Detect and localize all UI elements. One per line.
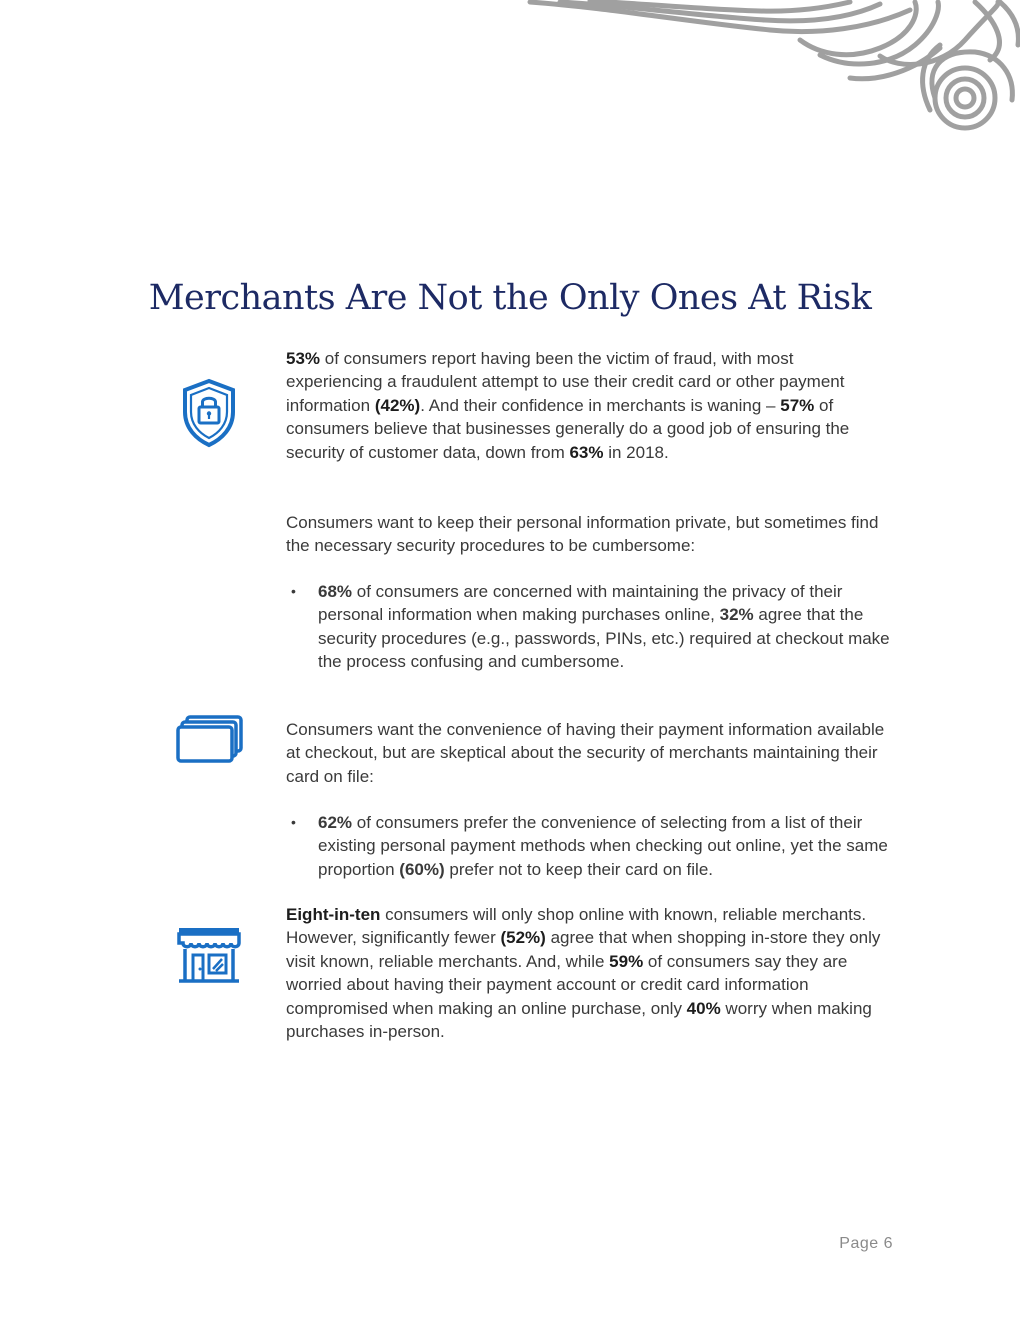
shield-lock-icon [181, 378, 237, 448]
section-reliable-merchants-paragraph: Eight-in-ten consumers will only shop online with known, reliable merchants. However, significantly fewer (52%) agree that when shopping in-store they only visit known, reliable merchants. And, while 59% of consumers say they are worried about having their payment account or credit card information compromised when making an online purchase, only 40% worry when making purchases in-person. [286, 905, 881, 1042]
section-privacy-paragraph: Consumers want to keep their personal information private, but sometimes find the necessary security procedures to be cumbersome: [286, 513, 879, 556]
cards-icon [176, 715, 244, 763]
storefront-icon [176, 925, 242, 985]
card-on-file-bullet-item: • 62% of consumers prefer the convenience of selecting from a list of their existing personal payment methods when checking out online, yet the same proportion (60%) prefer not to keep their card on file. [318, 811, 893, 881]
decorative-swirl-ornament [520, 0, 1020, 145]
section-card-on-file-paragraph: Consumers want the convenience of having their payment information available at checkout, but are skeptical about the security of merchants maintaining their card on file: [286, 720, 885, 786]
privacy-bullet-item: • 68% of consumers are concerned with maintaining the privacy of their personal information when making purchases online, 32% agree that the security procedures (e.g., passwords, PINs, etc.) required at checkout make the process confusing and cumbersome. [318, 580, 893, 674]
page-number: Page 6 [839, 1235, 893, 1252]
section-fraud-paragraph: 53% of consumers report having been the victim of fraud, with most experiencing a fraudulent attempt to use their credit card or other payment information (42%). And their confidence in merchants is waning – 57% of consumers believe that businesses generally do a good job of ensuring the security of customer data, down from 63% in 2018. [286, 349, 850, 462]
page-title: Merchants Are Not the Only Ones At Risk [148, 278, 872, 318]
